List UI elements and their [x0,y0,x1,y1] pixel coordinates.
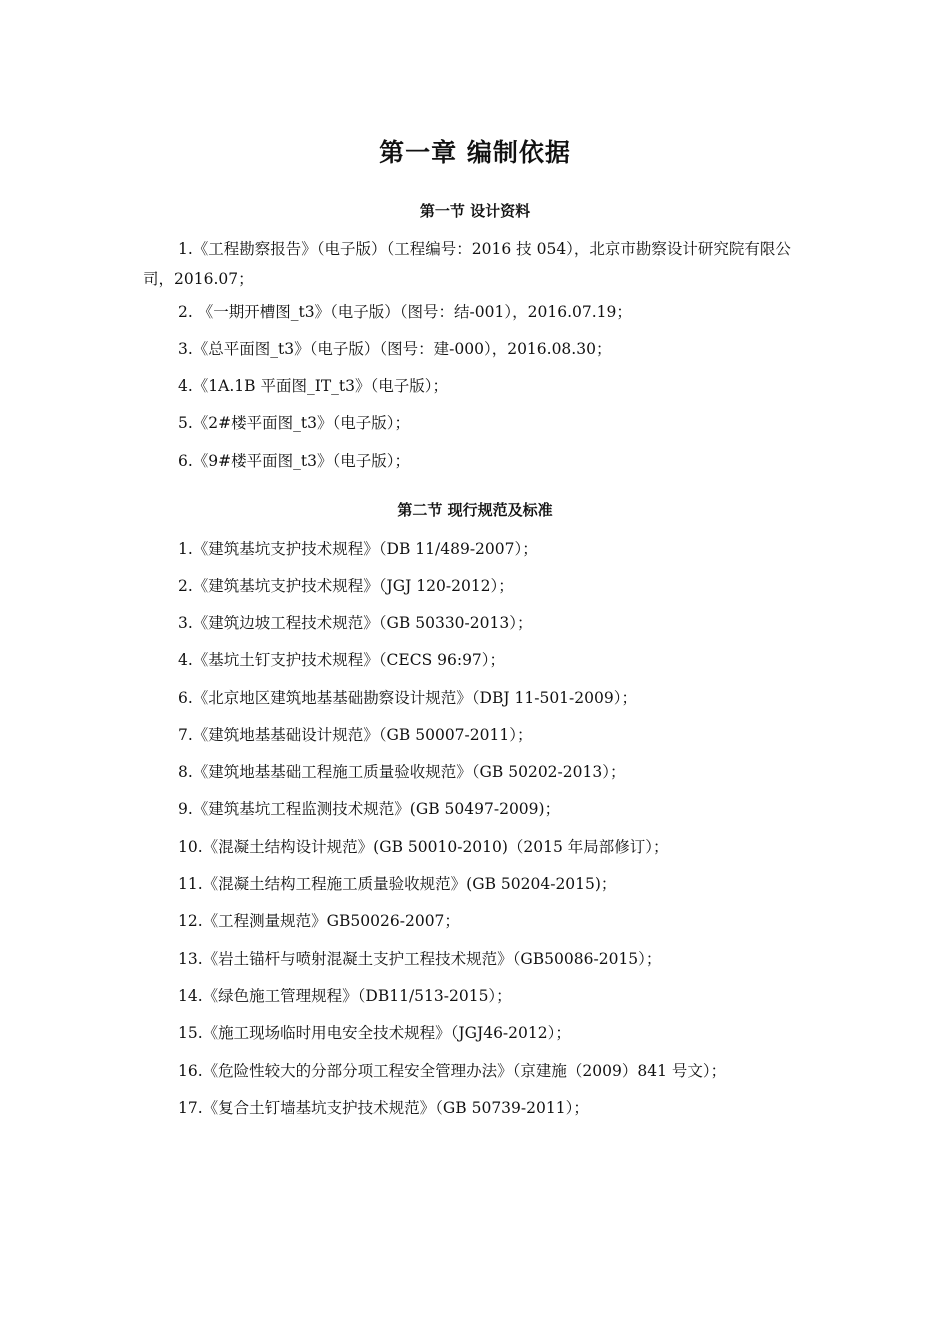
standard-item: 17.《复合土钉墙基坑支护技术规范》（GB 50739-2011）； [178,1099,589,1117]
standard-item: 1.《建筑基坑支护技术规程》（DB 11/489-2007）； [178,540,538,558]
standard-item: 8.《建筑地基基础工程施工质量验收规范》（GB 50202-2013）； [178,763,626,781]
standard-item: 14.《绿色施工管理规程》（DB11/513-2015）； [178,987,512,1005]
standard-item: 15.《施工现场临时用电安全技术规程》（JGJ46-2012）； [178,1024,571,1042]
standard-item: 3.《建筑边坡工程技术规范》（GB 50330-2013）； [178,614,533,632]
standard-item: 2.《建筑基坑支护技术规程》（JGJ 120-2012）； [178,577,514,595]
standard-item: 7.《建筑地基基础设计规范》（GB 50007-2011）； [178,726,533,744]
standard-item: 6.《北京地区建筑地基基础勘察设计规范》（DBJ 11-501-2009）； [178,689,637,707]
standard-item: 16.《危险性较大的分部分项工程安全管理办法》（京建施（2009）841 号文）； [178,1062,727,1080]
standard-item: 12.《工程测量规范》GB50026-2007； [178,912,460,930]
design-item-5: 5.《2#楼平面图_t3》（电子版）； [178,414,410,432]
design-item-4: 4.《1A.1B 平面图_IT_t3》（电子版）； [178,377,449,395]
standard-item: 4.《基坑土钉支护技术规程》（CECS 96:97）； [178,651,506,669]
design-item-3: 3.《总平面图_t3》（电子版）（图号：建-000），2016.08.30； [178,340,612,358]
design-item-2: 2. 《一期开槽图_t3》（电子版）（图号：结-001），2016.07.19； [178,303,632,321]
standard-item: 9.《建筑基坑工程监测技术规范》(GB 50497-2009)； [178,800,561,818]
standard-item: 10.《混凝土结构设计规范》(GB 50010-2010)（2015 年局部修订）； [178,838,669,856]
design-item-6: 6.《9#楼平面图_t3》（电子版）； [178,452,410,470]
design-item-1: 1.《工程勘察报告》（电子版）（工程编号：2016 技 054），北京市勘察设计研究院有限公司，2016.07； [143,240,791,288]
standard-item: 11.《混凝土结构工程施工质量验收规范》(GB 50204-2015)； [178,875,617,893]
chapter-title: 第一章 编制依据 [379,138,571,167]
section-title-design-materials: 第一节 设计资料 [419,202,531,220]
standard-item: 13.《岩土锚杆与喷射混凝土支护工程技术规范》（GB50086-2015）； [178,950,662,968]
section-title-standards: 第二节 现行规范及标准 [397,501,553,519]
